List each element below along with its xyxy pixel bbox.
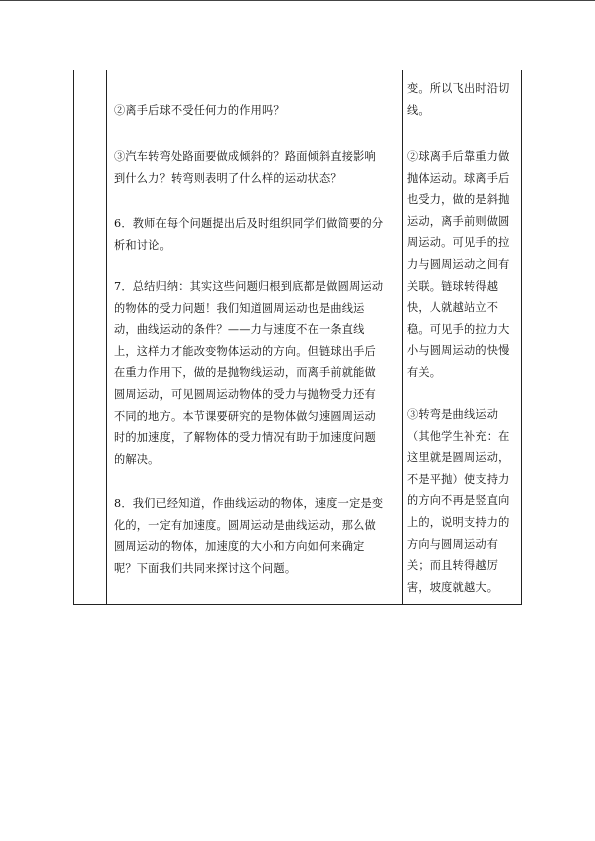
question-3: ③汽车转弯处路面要做成倾斜的？路面倾斜直接影响 到什么力？转弯则表明了什么样的运动状态？ xyxy=(114,150,376,185)
answer-3: ③转弯是曲线运动 （其他学生补充：在 这里就是圆周运动， 不是平抛）使支持力 的方向不再是竖直向 上的，说明支持力的 方向与圆周运动有 关；而且转得越厉 害，坡度就越大。 xyxy=(407,408,510,594)
step-6: 6．教师在每个问题提出后及时组织同学们做简要的分 析和讨论。 xyxy=(114,217,384,252)
question-2: ②离手后球不受任何力的作用吗？ xyxy=(114,104,285,117)
lesson-table xyxy=(73,70,522,605)
answer-2: ②球离手后靠重力做 抛体运动。球离手后 也受力，做的是斜抛 运动，离手前则做圆 周运动。可见手的拉 力与圆周运动之间有 关联。链球转得越 快，人就越站立不 稳。可见手的拉力大 小与圆周运动的快慢 有关。 xyxy=(407,150,510,379)
step-7-summary: 7．总结归纳：其实这些问题归根到底都是做圆周运动 的物体的受力问题！我们知道圆周运动也是曲线运 动，曲线运动的条件？——力与速度不在一条直线 上，这样力才能改变物体运动的方向。但链球出手后 在重力作用下，做的是抛物线运动，而离手前就能做 圆周运动，可见圆周运动物体的受力与抛物受力还有 不同的地方。本节课要研究的是物体做匀速圆周运动 时的加速度，了解物体的受力情况有助于加速度问题 的解决。 xyxy=(114,280,384,466)
page-top-rule xyxy=(0,0,595,1)
column-divider-left xyxy=(106,70,107,604)
answer-1-continued: 变。所以飞出时沿切 线。 xyxy=(407,82,510,117)
column-divider-right xyxy=(402,70,403,604)
step-8: 8．我们已经知道，作曲线运动的物体，速度一定是变 化的，一定有加速度。圆周运动是曲线运动，那么做 圆周运动的物体，加速度的大小和方向如何来确定 呢？下面我们共同来探讨这个问题。 xyxy=(114,497,384,575)
